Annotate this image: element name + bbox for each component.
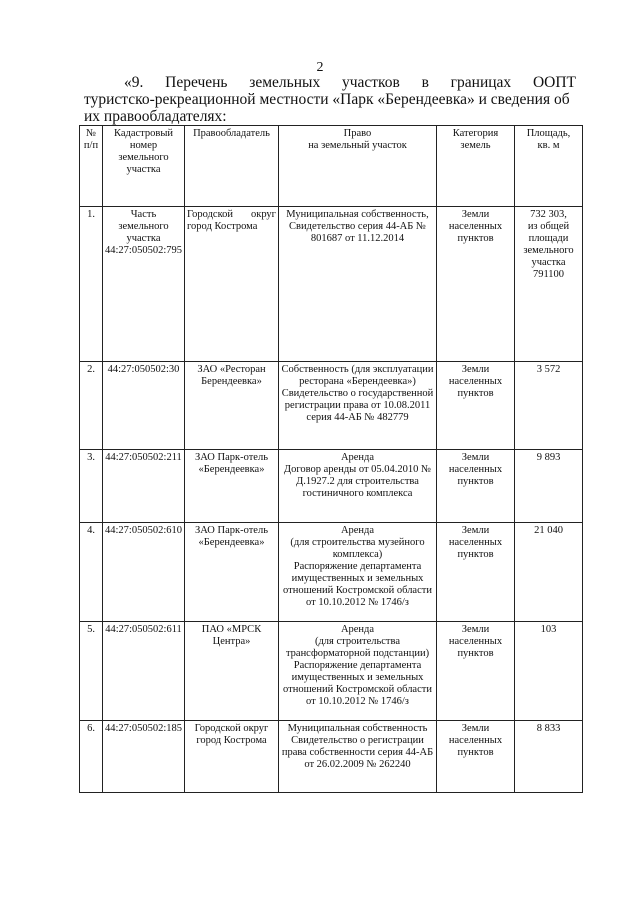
heading-word: участков bbox=[341, 74, 400, 91]
heading-line-1 bbox=[84, 74, 576, 91]
cell-number: 5. bbox=[80, 622, 103, 721]
cell-area: 8 833 bbox=[515, 721, 583, 793]
table-row bbox=[80, 721, 583, 793]
cell-number: 3. bbox=[80, 450, 103, 523]
heading-word: в bbox=[421, 74, 429, 91]
heading-word: Перечень bbox=[165, 74, 228, 91]
heading-word: ООПТ bbox=[532, 74, 576, 91]
cell-owner: ПАО «МРСК Центра» bbox=[185, 622, 279, 721]
cell-right: Муниципальная собственность, Свидетельство серия 44-АБ № 801687 от 11.12.2014 bbox=[279, 207, 437, 362]
cell-category: Земли населенных пунктов bbox=[437, 721, 515, 793]
cell-cadastral-number: 44:27:050502:611 bbox=[103, 622, 185, 721]
cell-area: 9 893 bbox=[515, 450, 583, 523]
heading-line-3: их правообладателях: bbox=[84, 108, 227, 125]
header-category: Категория земель bbox=[437, 126, 515, 207]
header-cadastral-number: Кадастровый номер земельного участка bbox=[103, 126, 185, 207]
cell-right: Муниципальная собственность Свидетельство о регистрации права собственности серия 44-АБ от 26.02.2009 № 262240 bbox=[279, 721, 437, 793]
cell-right: Собственность (для эксплуатации ресторана «Берендеевка») Свидетельство о государственной регистрации права от 10.08.2011 серия 44-АБ № 482779 bbox=[279, 362, 437, 450]
cell-right: Аренда (для строительства трансформаторной подстанции) Распоряжение департамента имущественных и земельных отношений Костромской области от 10.10.2012 № 1746/з bbox=[279, 622, 437, 721]
cell-owner: ЗАО «Ресторан Берендеевка» bbox=[185, 362, 279, 450]
cell-number: 2. bbox=[80, 362, 103, 450]
header-number: № п/п bbox=[80, 126, 103, 207]
heading-word: земельных bbox=[249, 74, 321, 91]
cell-category: Земли населенных пунктов bbox=[437, 523, 515, 622]
table-row bbox=[80, 450, 583, 523]
cell-cadastral-number: 44:27:050502:30 bbox=[103, 362, 185, 450]
table-row bbox=[80, 362, 583, 450]
cell-owner: Городской округ город Кострома bbox=[185, 207, 279, 362]
table-row bbox=[80, 207, 583, 362]
table-header-row bbox=[80, 126, 583, 207]
cell-cadastral-number: 44:27:050502:185 bbox=[103, 721, 185, 793]
cell-area: 103 bbox=[515, 622, 583, 721]
cell-right: Аренда (для строительства музейного комплекса) Распоряжение департамента имущественных и земельных отношений Костромской области от 10.10.2012 № 1746/з bbox=[279, 523, 437, 622]
header-right: Право на земельный участок bbox=[279, 126, 437, 207]
list-heading bbox=[84, 74, 576, 125]
table-row bbox=[80, 622, 583, 721]
cell-number: 4. bbox=[80, 523, 103, 622]
cell-cadastral-number: 44:27:050502:610 bbox=[103, 523, 185, 622]
cell-cadastral-number: Часть земельного участка 44:27:050502:795 bbox=[103, 207, 185, 362]
heading-line-2: туристско-рекреационной местности «Парк «Берендеевка» и сведения об bbox=[84, 91, 570, 108]
page-number: 2 bbox=[316, 60, 324, 75]
cell-category: Земли населенных пунктов bbox=[437, 450, 515, 523]
header-owner: Правообладатель bbox=[185, 126, 279, 207]
cell-owner: ЗАО Парк-отель «Берендеевка» bbox=[185, 523, 279, 622]
cell-right: Аренда Договор аренды от 05.04.2010 № Д.1927.2 для строительства гостиничного комплекса bbox=[279, 450, 437, 523]
cell-owner: Городской округ город Кострома bbox=[185, 721, 279, 793]
cell-area: 21 040 bbox=[515, 523, 583, 622]
cell-number: 1. bbox=[80, 207, 103, 362]
cell-category: Земли населенных пунктов bbox=[437, 622, 515, 721]
land-parcels-table bbox=[79, 125, 583, 793]
heading-word: «9. bbox=[124, 74, 144, 91]
cell-category: Земли населенных пунктов bbox=[437, 207, 515, 362]
cell-cadastral-number: 44:27:050502:211 bbox=[103, 450, 185, 523]
cell-owner: ЗАО Парк-отель «Берендеевка» bbox=[185, 450, 279, 523]
cell-number: 6. bbox=[80, 721, 103, 793]
header-area: Площадь, кв. м bbox=[515, 126, 583, 207]
table-row bbox=[80, 523, 583, 622]
heading-word: границах bbox=[450, 74, 512, 91]
cell-area: 3 572 bbox=[515, 362, 583, 450]
cell-category: Земли населенных пунктов bbox=[437, 362, 515, 450]
cell-area: 732 303, из общей площади земельного участка 791100 bbox=[515, 207, 583, 362]
